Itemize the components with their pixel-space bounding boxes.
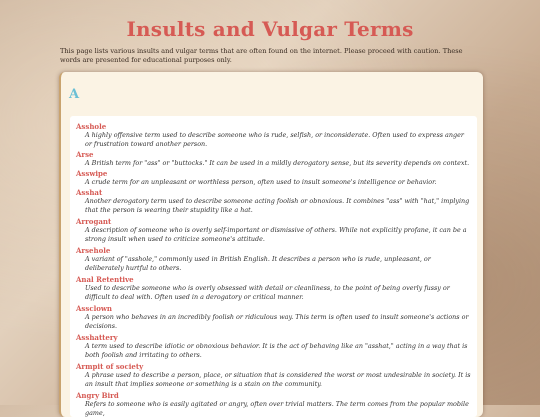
term-name: Asshattery xyxy=(76,333,118,342)
term-entry xyxy=(76,122,471,149)
term-definition: A person who behaves in an incredibly foolish or ridiculous way. This term is often used to insult someone's actions or decisions. xyxy=(85,313,469,330)
term-name: Anal Retentive xyxy=(76,275,134,284)
term-name: Arrogant xyxy=(76,217,112,226)
term-entry xyxy=(76,188,471,215)
term-entry xyxy=(76,275,471,302)
term-name: Arsehole xyxy=(76,246,111,255)
term-name: Asswipe xyxy=(76,169,108,178)
term-definition: A term used to describe idiotic or obnoxious behavior. It is the act of behaving like an "asshat," acting in a way that is both foolish and irritating to others. xyxy=(85,342,468,359)
term-entry xyxy=(76,150,471,168)
term-definition: A highly offensive term used to describe someone who is rude, selfish, or inconsiderate. Often used to express anger or frustration toward another person. xyxy=(85,131,464,148)
term-name: Armpit of society xyxy=(76,362,144,371)
term-entry xyxy=(76,304,471,331)
term-name: Arse xyxy=(76,150,94,159)
term-definition: A description of someone who is overly self-important or dismissive of others. While not explicitly profane, it can be a strong insult when used to criticize someone's attitude. xyxy=(85,226,467,243)
term-name: Asshole xyxy=(76,122,107,131)
term-entry xyxy=(76,362,471,389)
term-entry xyxy=(76,333,471,360)
term-definition: Refers to someone who is easily agitated or angry, often over trivial matters. The term comes from the popular mobile game, xyxy=(85,400,469,417)
term-entry xyxy=(76,246,471,273)
section-letter-heading: A xyxy=(69,87,80,102)
term-definition: A British term for "ass" or "buttocks." It can be used in a mildly derogatory sense, but its severity depends on context. xyxy=(85,159,470,167)
term-definition: A variant of "asshole," commonly used in British English. It describes a person who is rude, unpleasant, or deliberately hurtful to others. xyxy=(85,255,431,272)
page-title: Insults and Vulgar Terms xyxy=(126,17,414,41)
letter-section-panel xyxy=(59,72,483,417)
term-definition: A crude term for an unpleasant or worthless person, often used to insult someone's intelligence or behavior. xyxy=(85,178,437,186)
term-name: Asshat xyxy=(76,188,103,197)
term-list xyxy=(70,116,477,417)
term-entry xyxy=(76,217,471,244)
term-definition: A phrase used to describe a person, place, or situation that is considered the worst or most undesirable in society. It is an insult that implies someone or something is a stain on the community. xyxy=(85,371,471,388)
term-definition: Another derogatory term used to describe someone acting foolish or obnoxious. It combines "ass" with "hat," implying that the person is wearing their stupidity like a hat. xyxy=(85,197,470,214)
term-entry xyxy=(76,391,471,417)
term-entry xyxy=(76,169,471,187)
intro-text: This page lists various insults and vulgar terms that are often found on the internet. Please proceed with caution. These words are presented for educational purposes only. xyxy=(60,47,463,64)
term-name: Angry Bird xyxy=(76,391,119,400)
term-name: Assclown xyxy=(76,304,113,313)
term-definition: Used to describe someone who is overly obsessed with detail or cleanliness, to the point of being overly fussy or difficult to deal with. Often used in a derogatory or critical manner. xyxy=(85,284,450,301)
